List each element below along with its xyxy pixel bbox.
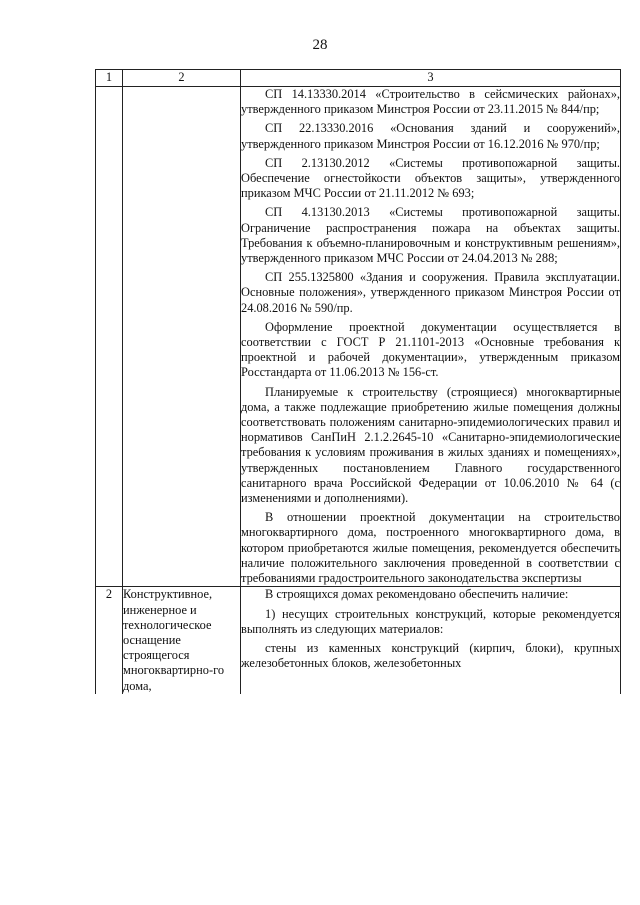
requirements-table <box>95 69 621 694</box>
header-cell-1: 1 <box>96 70 123 87</box>
header-cell-3: 3 <box>241 70 621 87</box>
page-number: 28 <box>312 37 328 53</box>
paragraph: СП 22.13330.2016 «Основания зданий и сооружений», утвержденного приказом Минстроя России от 16.12.2016 № 970/пр; <box>241 121 620 151</box>
paragraph: 1) несущих строительных конструкций, которые рекомендуется выполнять из следующих материалов: <box>241 606 620 636</box>
paragraph: стены из каменных конструкций (кирпич, блоки), крупных железобетонных блоков, железобетонных <box>241 640 620 671</box>
paragraph: СП 4.13130.2013 «Системы противопожарной защиты. Ограничение распространения пожара на объектах защиты. Требования к объемно-планировочным и конструктивным решениям», утвержденного приказом МЧС России от 24.04.2013 № 288; <box>241 205 620 266</box>
row1-label-cell <box>123 87 241 587</box>
paragraph: В отношении проектной документации на строительство многоквартирного дома, построенного многоквартирного дома, в котором приобретаются жилые помещения, рекомендуется обеспечить наличие положительного заключения проведенной в соответствии с требованиями градостроительного законодательства экспертизы <box>241 510 620 586</box>
paragraph: СП 255.1325800 «Здания и сооружения. Правила эксплуатации. Основные положения», утвержденного приказом Минстроя России от 24.08.2016 № 590/пр. <box>241 270 620 315</box>
header-cell-2: 2 <box>123 70 241 87</box>
row1-content-cell <box>241 87 621 587</box>
paragraph: СП 14.13330.2014 «Строительство в сейсмических районах», утвержденного приказом Минстроя России от 23.11.2015 № 844/пр; <box>241 87 620 117</box>
table-header-row <box>96 70 621 87</box>
row2-label-cell: Конструктивное, инженерное и технологическое оснащение строящегося многоквартирно-го дома, <box>123 587 241 694</box>
table-row <box>96 87 621 587</box>
row2-number-cell: 2 <box>96 587 123 694</box>
row2-content-cell <box>241 587 621 694</box>
paragraph: Планируемые к строительству (строящиеся) многоквартирные дома, а также подлежащие приобретению жилые помещения должны соответствовать положениям санитарно-эпидемиологических правил и нормативов СанПиН 2.1.2.2645-10 «Санитарно-эпидемиологические требования к условиям проживания в жилых зданиях и помещениях», утвержденных постановлением Главного государственного санитарного врача Российской Федерации от 10.06.2010 № 64 (с изменениями и дополнениями). <box>241 384 620 506</box>
table-row <box>96 587 621 694</box>
row1-number-cell <box>96 87 123 587</box>
paragraph: Оформление проектной документации осуществляется в соответствии с ГОСТ Р 21.1101-2013 «Основные требования к проектной и рабочей документации», утвержденным приказом Росстандарта от 11.06.2013 № 156-ст. <box>241 319 620 380</box>
paragraph: СП 2.13130.2012 «Системы противопожарной защиты. Обеспечение огнестойкости объектов защиты», утвержденного приказом МЧС России от 21.11.2012 № 693; <box>241 155 620 201</box>
paragraph: В строящихся домах рекомендовано обеспечить наличие: <box>265 587 569 602</box>
